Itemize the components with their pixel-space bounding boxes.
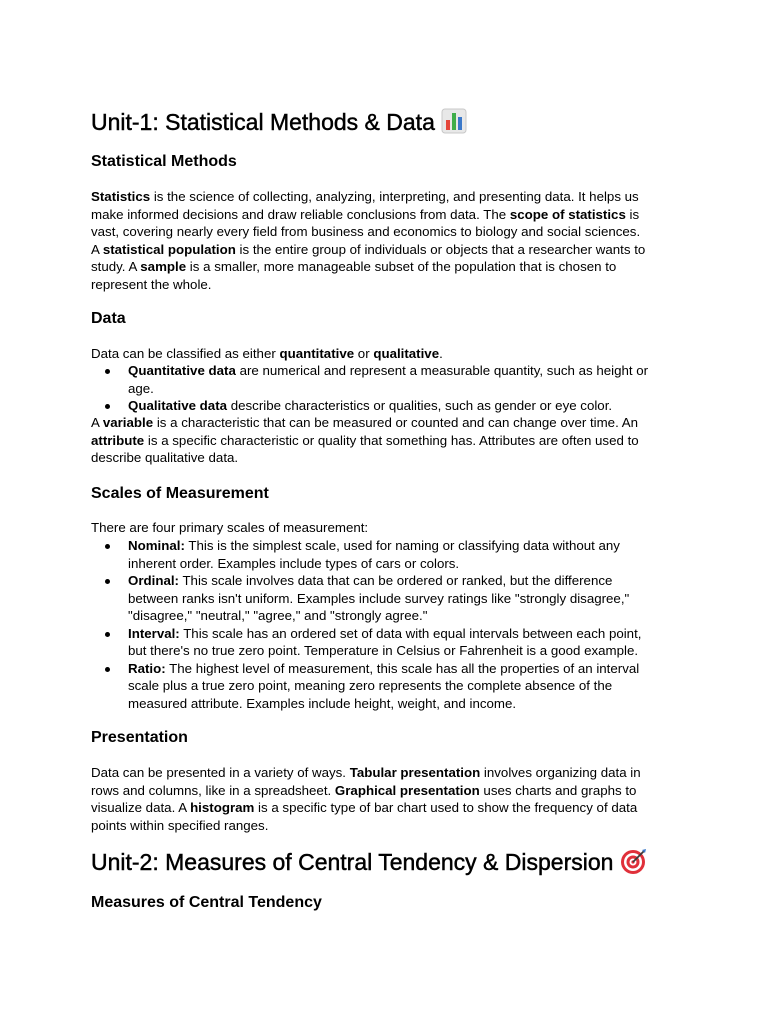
list-item: Ordinal: This scale involves data that can be ordered or ranked, but the difference between ranks isn't uniform. Examples include survey ratings like "strongly disagree," "disagree," "neutral," "agree," and "strongly agree." xyxy=(91,572,681,625)
scales-heading: Scales of Measurement xyxy=(91,485,269,502)
data-type-list xyxy=(91,362,681,415)
statistics-paragraph: Statistics is the science of collecting, analyzing, interpreting, and presenting data. It helps us make informed decisions and draw reliable conclusions from data. The scope of statistics is vast, covering nearly every field from business and economics to biology and social sciences. A statistical population is the entire group of individuals or objects that a researcher wants to study. A sample is a smaller, more manageable subset of the population that is chosen to represent the whole. xyxy=(91,189,646,292)
list-item: Quantitative data are numerical and represent a measurable quantity, such as height or age. xyxy=(91,362,681,397)
scales-intro: There are four primary scales of measurement: xyxy=(91,520,369,535)
list-item: Ratio: The highest level of measurement, this scale has all the properties of an interval scale plus a true zero point, meaning zero represents the complete absence of the measured attribute. Examples include height, weight, and income. xyxy=(91,660,681,713)
bullet-icon xyxy=(105,369,110,374)
list-item: Interval: This scale has an ordered set of data with equal intervals between each point, but there's no true zero point. Temperature in Celsius or Fahrenheit is a good example. xyxy=(91,625,681,660)
bullet-icon xyxy=(105,579,110,584)
scales-list xyxy=(91,537,681,712)
statistical-methods-heading: Statistical Methods xyxy=(91,153,237,170)
data-heading: Data xyxy=(91,310,126,327)
list-item: Nominal: This is the simplest scale, used for naming or classifying data without any inherent order. Examples include types of cars or colors. xyxy=(91,537,681,572)
bullet-icon xyxy=(105,632,110,637)
unit1-title: Unit-1: Statistical Methods & Data xyxy=(91,107,467,141)
presentation-paragraph: Data can be presented in a variety of ways. Tabular presentation involves organizing data in rows and columns, like in a spreadsheet. Graphical presentation uses charts and graphs to visualize data. A histogram is a specific type of bar chart used to show the frequency of data points within specified ranges. xyxy=(91,765,641,833)
target-icon xyxy=(620,847,648,882)
variable-paragraph: A variable is a characteristic that can be measured or counted and can change over time. An attribute is a specific characteristic or quality that something has. Attributes are often used to describe qualitative data. xyxy=(91,415,639,465)
data-intro: Data can be classified as either quantitative or qualitative. xyxy=(91,346,443,361)
bullet-icon xyxy=(105,667,110,672)
bar-chart-icon xyxy=(441,108,467,141)
presentation-heading: Presentation xyxy=(91,729,188,746)
bullet-icon xyxy=(105,544,110,549)
unit2-title: Unit-2: Measures of Central Tendency & Dispersion xyxy=(91,847,648,882)
list-item: Qualitative data describe characteristics or qualities, such as gender or eye color. xyxy=(91,397,681,415)
bullet-icon xyxy=(105,404,110,409)
central-tendency-heading: Measures of Central Tendency xyxy=(91,894,322,911)
